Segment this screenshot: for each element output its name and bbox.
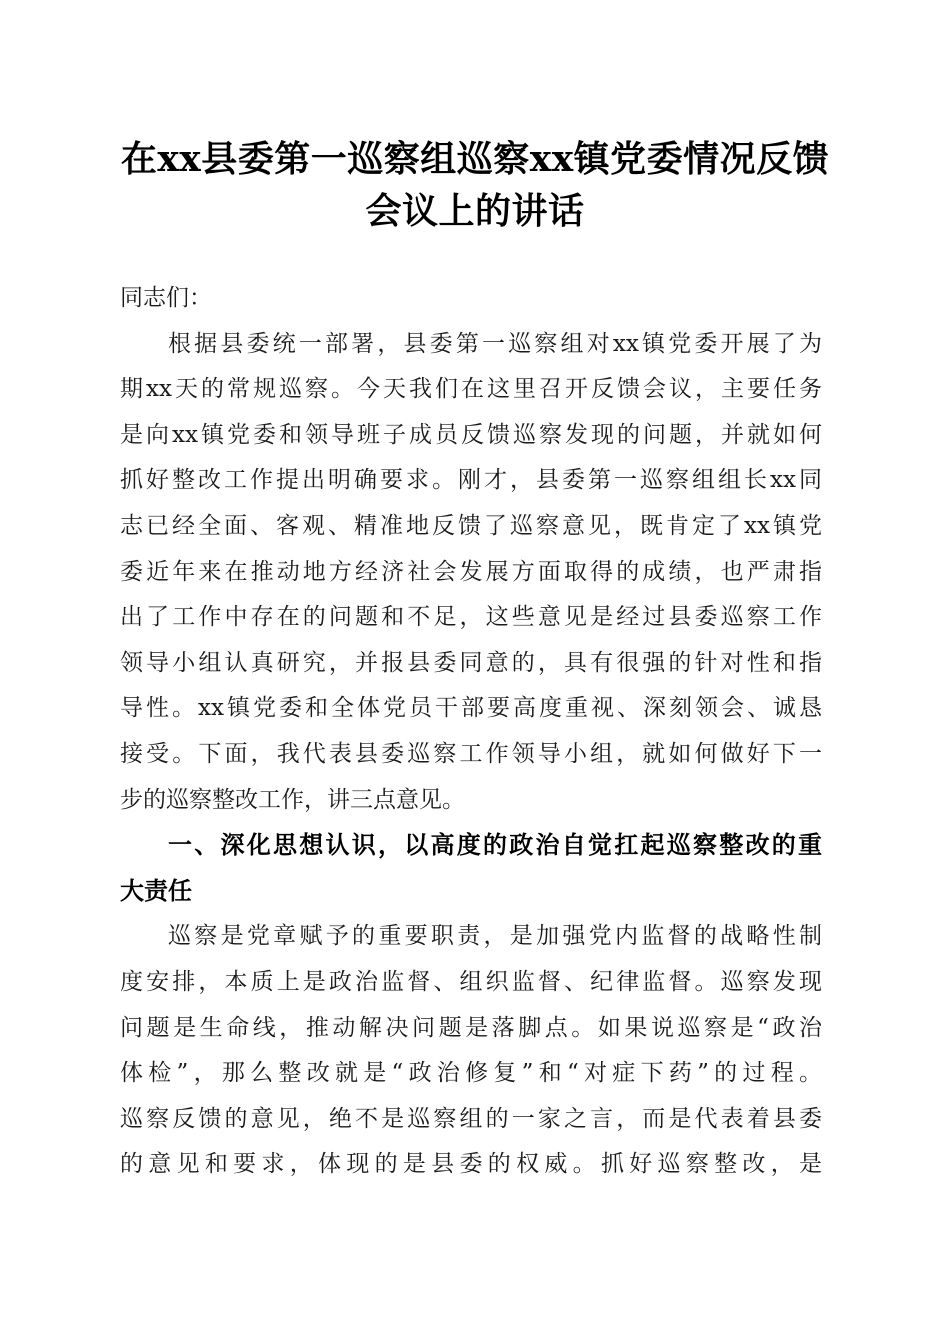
title-line-2: 会议上的讲话 bbox=[365, 190, 585, 232]
paragraph-line: 导性。xx镇党委和全体党员干部要高度重视、深刻领会、诚恳 bbox=[120, 695, 822, 722]
salutation: 同志们： bbox=[120, 285, 212, 311]
paragraph-line: 领导小组认真研究，并报县委同意的，具有很强的针对性和指 bbox=[120, 649, 822, 676]
paragraph-line: 出了工作中存在的问题和不足，这些意见是经过县委巡察工作 bbox=[120, 604, 822, 631]
title-line-1: 在xx县委第一巡察组巡察xx镇党委情况反馈 bbox=[120, 138, 830, 180]
paragraph-line: 志已经全面、客观、精准地反馈了巡察意见，既肯定了xx镇党 bbox=[120, 512, 822, 539]
paragraph-line: 步的巡察整改工作，讲三点意见。 bbox=[120, 786, 465, 813]
paragraph-line: 根据县委统一部署，县委第一巡察组对xx镇党委开展了为 bbox=[168, 330, 822, 357]
heading-line: 一、深化思想认识，以高度的政治自觉扛起巡察整改的重 bbox=[168, 831, 822, 860]
document-title bbox=[110, 133, 840, 237]
heading-line: 大责任 bbox=[120, 876, 192, 905]
paragraph-line: 巡察反馈的意见，绝不是巡察组的一家之言，而是代表着县委 bbox=[120, 1105, 822, 1132]
paragraph-line: 是向xx镇党委和领导班子成员反馈巡察发现的问题，并就如何 bbox=[120, 421, 822, 448]
paragraph-line: 巡察是党章赋予的重要职责，是加强党内监督的战略性制 bbox=[168, 923, 822, 950]
section-heading-1 bbox=[120, 823, 822, 914]
paragraph-line: 接受。下面，我代表县委巡察工作领导小组，就如何做好下一 bbox=[120, 740, 822, 767]
document-body bbox=[120, 276, 822, 1188]
paragraph-line: 体检”，那么整改就是“政治修复”和“对症下药”的过程。 bbox=[120, 1060, 822, 1087]
paragraph-line: 问题是生命线，推动解决问题是落脚点。如果说巡察是“政治 bbox=[120, 1014, 822, 1041]
paragraph-line: 的意见和要求，体现的是县委的权威。抓好巡察整改，是 bbox=[120, 1151, 822, 1178]
paragraph-line: 度安排，本质上是政治监督、组织监督、纪律监督。巡察发现 bbox=[120, 968, 822, 995]
paragraph-line: 抓好整改工作提出明确要求。刚才，县委第一巡察组组长xx同 bbox=[120, 467, 822, 494]
paragraph-intro bbox=[120, 322, 822, 824]
paragraph-section-1 bbox=[120, 914, 822, 1188]
paragraph-line: 期xx天的常规巡察。今天我们在这里召开反馈会议，主要任务 bbox=[120, 376, 822, 403]
paragraph-line: 委近年来在推动地方经济社会发展方面取得的成绩，也严肃指 bbox=[120, 558, 822, 585]
